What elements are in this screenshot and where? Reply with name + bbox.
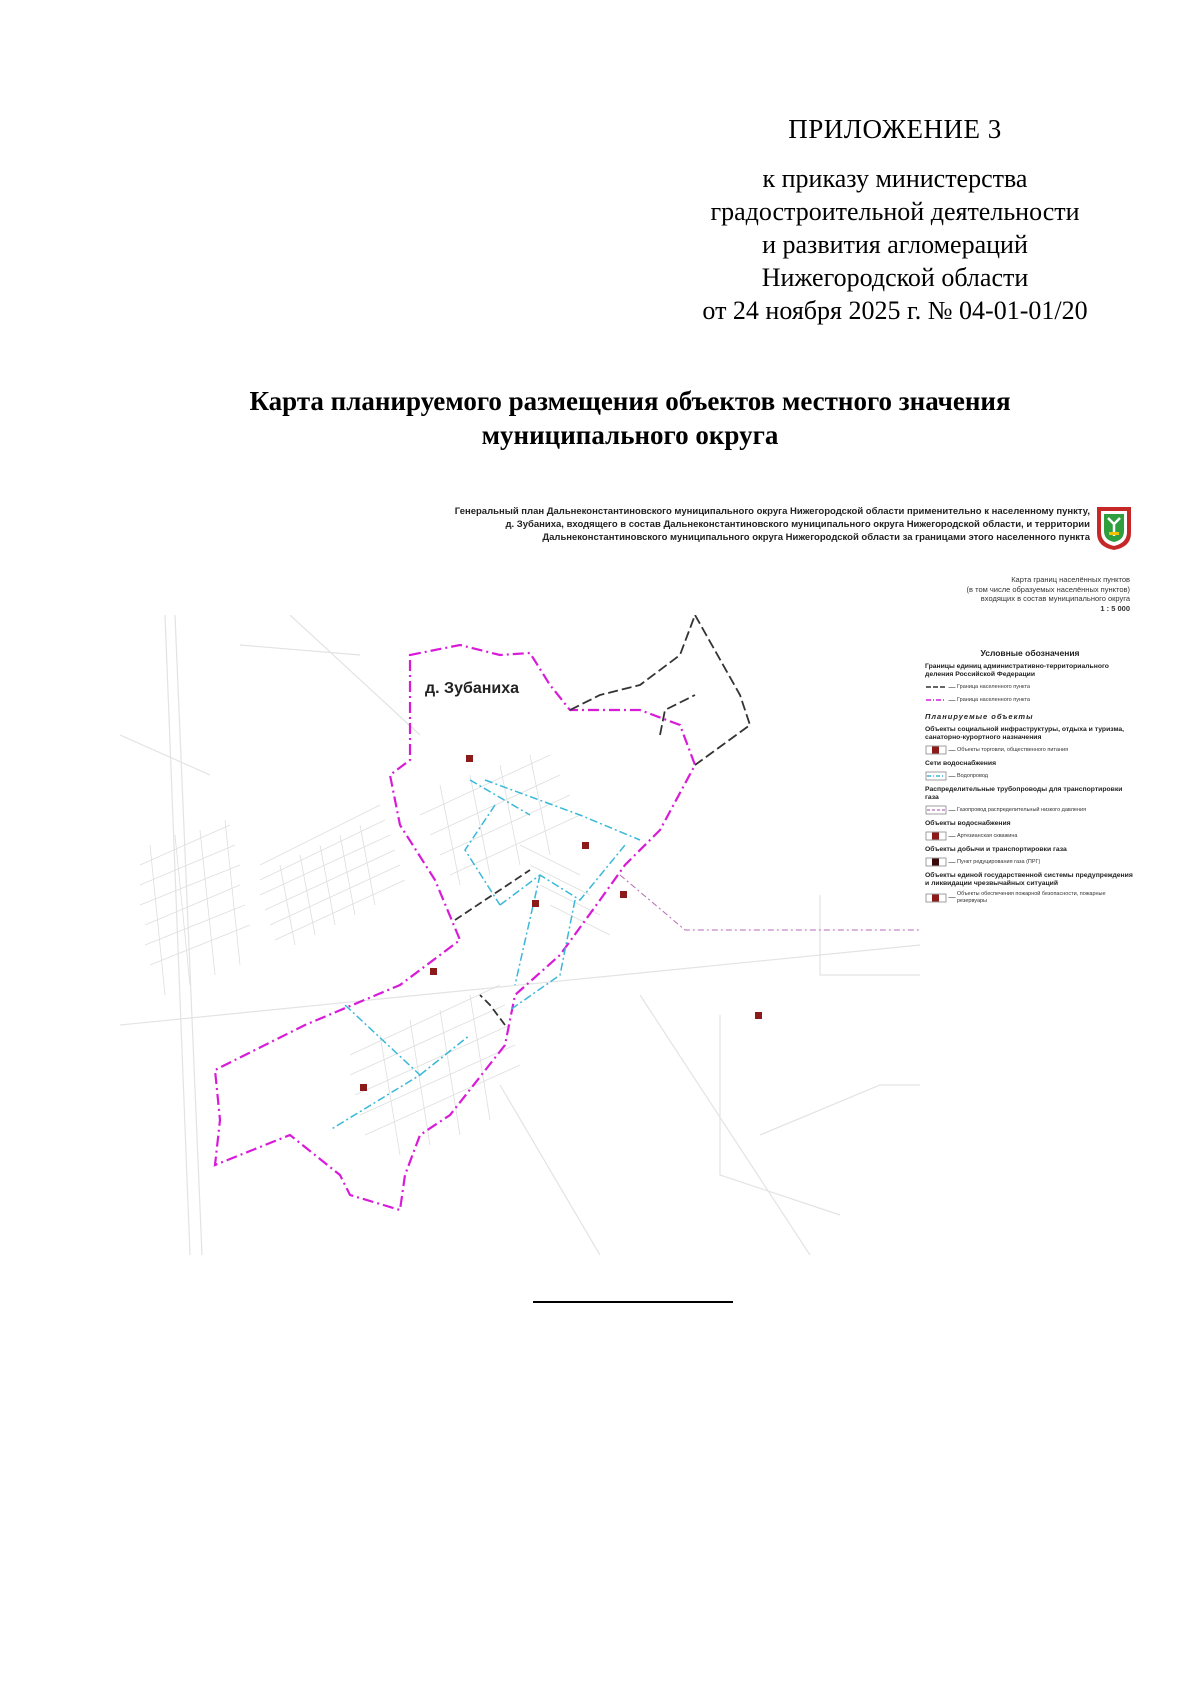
legend-title: Условные обозначения (980, 648, 1080, 658)
planned-object-marker (755, 1012, 762, 1019)
outer-boundary (620, 875, 920, 930)
background-roads (120, 615, 920, 1255)
appendix-line: от 24 ноября 2025 г. № 04-01-01/20 (702, 296, 1088, 325)
footer-rule (533, 1301, 733, 1303)
scale-note-line: входящих в состав муниципального округа (980, 594, 1130, 603)
document-title (100, 384, 1160, 452)
document-title-line2: муниципального округа (481, 420, 779, 450)
map-header-line: Дальнеконстантиновского муниципального округа Нижегородской области за границами этого населенного пункта (542, 532, 1090, 543)
parcel-grid (140, 755, 610, 1155)
cyan-dashed-line-icon (925, 771, 947, 781)
appendix-lines (600, 162, 1190, 327)
planned-object-marker (582, 842, 589, 849)
red-square-icon (925, 893, 947, 903)
appendix-line: Нижегородской области (761, 263, 1029, 292)
scale-note-line: (в том числе образуемых населённых пунктов) (966, 584, 1130, 594)
legend-item-label: Пункт редуцирования газа (ПРГ) (957, 858, 1041, 865)
admin-boundary (570, 615, 750, 765)
settlement-name: д. Зубаниха (425, 680, 520, 697)
legend-heading: Объекты добычи и транспортировки газа (925, 846, 1067, 853)
legend-item: — Газопровод распределительный низкого давления (925, 805, 1135, 815)
legend-item-label: Водопровод (957, 772, 988, 779)
document-title-line1: Карта планируемого размещения объектов местного значения (249, 386, 1011, 416)
legend-heading: Распределительные трубопроводы для транспортировки газа (925, 786, 1123, 801)
planned-object-marker (430, 968, 437, 975)
settlement-map (120, 615, 920, 1255)
legend-heading: Объекты водоснабжения (925, 820, 1011, 827)
legend-item: — Водопровод (925, 771, 1135, 781)
planned-objects (360, 755, 762, 1091)
magenta-dashed-line-icon (925, 695, 947, 705)
appendix-title: ПРИЛОЖЕНИЕ 3 (788, 114, 1002, 144)
legend-item: — Граница населенного пункта (925, 695, 1135, 705)
legend-item: — Пункт редуцирования газа (ПРГ) (925, 857, 1135, 867)
legend-item: — Граница населенного пункта (925, 682, 1135, 692)
legend-heading: Объекты единой государственной системы предупреждения и ликвидации чрезвычайных ситуаций (925, 872, 1133, 887)
legend-item-label: Объекты торговли, общественного питания (957, 746, 1069, 753)
admin-boundary (455, 870, 530, 1025)
planned-object-marker (466, 755, 473, 762)
scale-note (880, 575, 1130, 613)
scale-note-line: Карта границ населённых пунктов (1011, 575, 1130, 584)
legend-heading: Планируемые объекты (925, 712, 1034, 721)
legend-heading: Объекты социальной инфраструктуры, отдыха и туризма, санаторно-курортного назначения (925, 726, 1125, 741)
black-dashed-line-icon (925, 682, 947, 692)
map-legend (925, 648, 1135, 904)
legend-item-label: Артезианская скважина (957, 832, 1018, 839)
legend-item: — Объекты торговли, общественного питания (925, 745, 1135, 755)
map-header-line: д. Зубаниха, входящего в состав Дальнеконстантиновского муниципального округа Нижегородской области, и территории (505, 519, 1090, 530)
planned-object-marker (360, 1084, 367, 1091)
red-square-icon (925, 745, 947, 755)
map-header (390, 505, 1090, 544)
map-header-line: Генеральный план Дальнеконстантиновского муниципального округа Нижегородской области применительно к населенному пункту, (454, 506, 1090, 517)
settlement-boundary (215, 645, 695, 1210)
appendix-line: и развития агломераций (762, 230, 1028, 259)
legend-item-label: Граница населенного пункта (957, 696, 1030, 703)
map-figure (120, 495, 1133, 1270)
dark-square-icon (925, 857, 947, 867)
planned-object-marker (620, 891, 627, 898)
legend-item: — Артезианская скважина (925, 831, 1135, 841)
appendix-line: к приказу министерства (762, 164, 1028, 193)
planned-object-marker (532, 900, 539, 907)
gas-pipeline-line-icon (925, 805, 947, 815)
legend-item-label: Газопровод распределительный низкого давления (957, 806, 1087, 813)
legend-heading: Границы единиц административно-территориального деления Российской Федерации (925, 663, 1109, 678)
scale-value: 1 : 5 000 (1100, 603, 1130, 613)
coat-of-arms-icon (1095, 505, 1133, 551)
appendix-line: градостроительной деятельности (710, 197, 1080, 226)
legend-item: — Объекты обеспечения пожарной безопасности, пожарные резервуары (925, 891, 1135, 904)
red-square-icon (925, 831, 947, 841)
legend-item-label: Объекты обеспечения пожарной безопасности, пожарные резервуары (956, 891, 1106, 904)
water-supply-lines (330, 780, 640, 1130)
legend-item-label: Граница населенного пункта (957, 683, 1030, 690)
legend-heading: Сети водоснабжения (925, 760, 997, 767)
